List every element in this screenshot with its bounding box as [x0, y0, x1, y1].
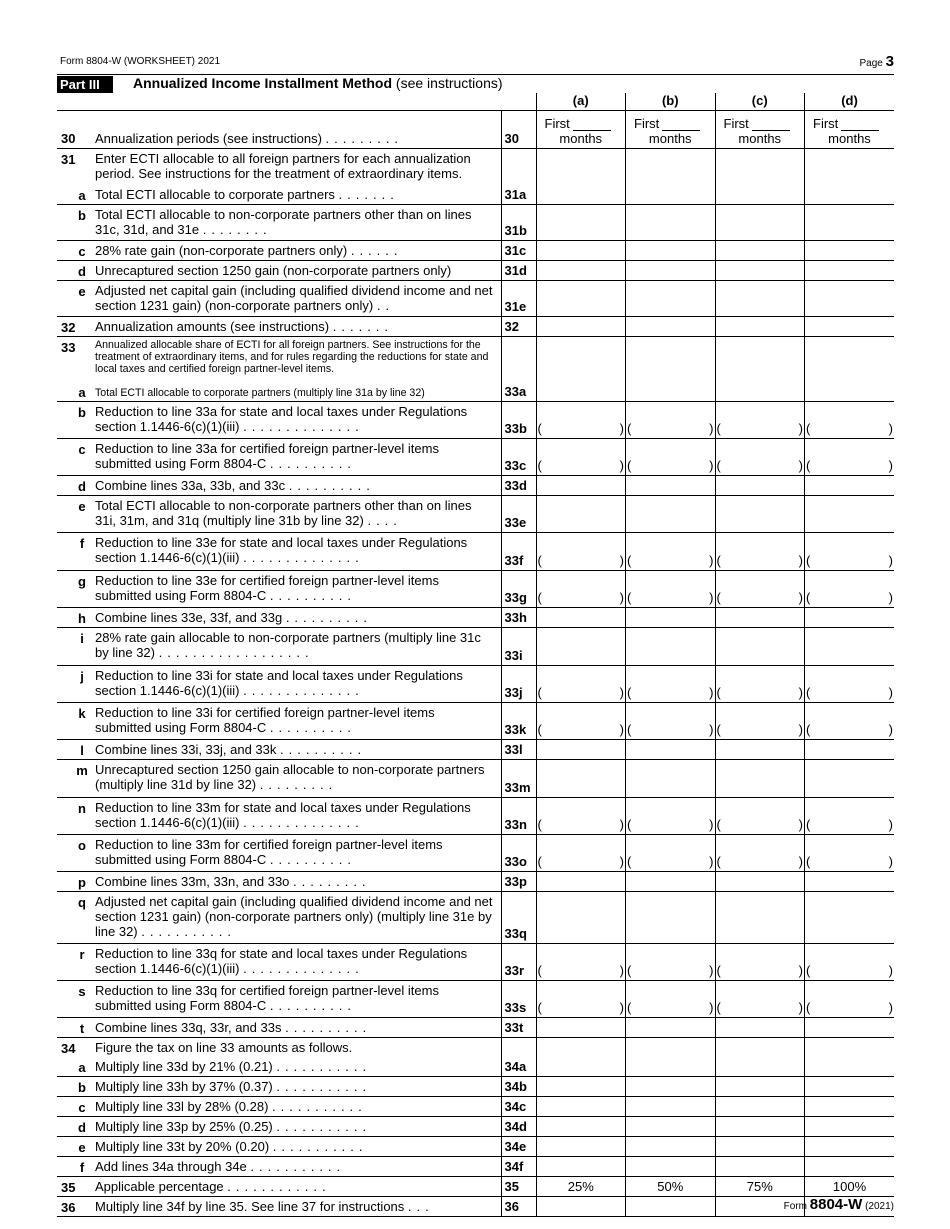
amount-field[interactable] [626, 260, 716, 280]
reduction-field[interactable]: ( ) [626, 570, 716, 607]
amount-field[interactable] [626, 382, 716, 401]
amount-field[interactable] [805, 240, 895, 260]
amount-field[interactable] [805, 1136, 895, 1156]
amount-field[interactable] [536, 382, 626, 401]
amount-field[interactable] [536, 1116, 626, 1136]
line-34b-row: b Multiply line 33h by 37% (0.37) ........... 34b [57, 1076, 894, 1096]
line-30-row: 30 Annualization periods (see instructions) ......... 30 First months First months First months First months [57, 111, 894, 149]
amount-field[interactable] [536, 1076, 626, 1096]
amount-field[interactable] [536, 1196, 626, 1216]
line-33i-row: i 28% rate gain allocable to non-corporate partners (multiply line 31c by line 32) .................. 33i [57, 627, 894, 665]
line-number: 31 [61, 152, 76, 167]
amount-field[interactable] [626, 1136, 716, 1156]
line-33n-row: n Reduction to line 33m for state and local taxes under Regulations section 1.1446-6(c)(1)(iii) .............. 33n ( ) ( ) ( ) ( ) [57, 797, 894, 834]
line-33c-row: c Reduction to line 33a for certified foreign partner-level items submitted using Form 8804-C .......... 33c ( ) ( ) ( ) ( ) [57, 438, 894, 475]
reduction-field[interactable]: ( ) [715, 834, 805, 871]
reduction-field[interactable]: ( ) [805, 665, 895, 702]
amount-field[interactable] [805, 475, 895, 495]
part-label: Part III [57, 76, 113, 93]
amount-field[interactable] [805, 1057, 895, 1077]
amount-field[interactable] [805, 280, 895, 316]
column-b-header: (b) [626, 93, 716, 111]
line-32-row: 32 Annualization amounts (see instructions) ....... 32 [57, 316, 894, 336]
line-33s-row: s Reduction to line 33q for certified foreign partner-level items submitted using Form 8804-C .......... 33s ( ) ( ) ( ) ( ) [57, 980, 894, 1017]
line-33b-row: b Reduction to line 33a for state and local taxes under Regulations section 1.1446-6(c)(1)(iii) .............. 33b ( ) ( ) ( ) ( ) [57, 401, 894, 438]
line-35-row: 35 Applicable percentage ............ 35 25% 50% 75% 100% [57, 1176, 894, 1196]
period-a-field[interactable]: First months [536, 111, 626, 149]
amount-field[interactable] [536, 627, 626, 665]
amount-field[interactable] [715, 607, 805, 627]
column-c-header: (c) [715, 93, 805, 111]
amount-field[interactable] [626, 1196, 716, 1216]
reduction-field[interactable]: ( ) [536, 702, 626, 739]
line-34f-row: f Add lines 34a through 34e ........... 34f [57, 1156, 894, 1176]
line-33r-row: r Reduction to line 33q for state and local taxes under Regulations section 1.1446-6(c)(1)(iii) .............. 33r ( ) ( ) ( ) ( ) [57, 943, 894, 980]
amount-field[interactable] [626, 871, 716, 891]
line-33f-row: f Reduction to line 33e for state and local taxes under Regulations section 1.1446-6(c)(1)(iii) .............. 33f ( ) ( ) ( ) ( ) [57, 532, 894, 570]
amount-field[interactable] [715, 759, 805, 797]
reduction-field[interactable]: ( ) [536, 797, 626, 834]
line-33j-row: j Reduction to line 33i for state and local taxes under Regulations section 1.1446-6(c)(1)(iii) .............. 33j ( ) ( ) ( ) ( ) [57, 665, 894, 702]
period-d-field[interactable]: First months [805, 111, 895, 149]
line-text: Enter ECTI allocable to all foreign partners for each annualization period. See instructions for the treatment of extraordinary items. [95, 151, 471, 181]
column-a-header: (a) [536, 93, 626, 111]
amount-field[interactable] [536, 1156, 626, 1176]
reduction-field[interactable]: ( ) [715, 702, 805, 739]
line-34a-row: a Multiply line 33d by 21% (0.21) ........... 34a [57, 1057, 894, 1077]
reduction-field[interactable]: ( ) [715, 570, 805, 607]
amount-field[interactable] [715, 1076, 805, 1096]
amount-field[interactable] [626, 1116, 716, 1136]
amount-field[interactable] [715, 1057, 805, 1077]
line-31c-row: c 28% rate gain (non-corporate partners only) ...... 31c [57, 240, 894, 260]
period-b-field[interactable]: First months [626, 111, 716, 149]
amount-field[interactable] [626, 316, 716, 336]
line-33h-row: h Combine lines 33e, 33f, and 33g .......... 33h [57, 607, 894, 627]
amount-field[interactable] [805, 382, 895, 401]
reduction-field[interactable]: ( ) [536, 401, 626, 438]
amount-field[interactable] [715, 475, 805, 495]
reduction-field[interactable]: ( ) [805, 943, 895, 980]
amount-field[interactable] [536, 185, 626, 205]
amount-field[interactable] [536, 280, 626, 316]
line-34-row: 34 Figure the tax on line 33 amounts as follows. [57, 1037, 894, 1057]
form-id: Form 8804-W (WORKSHEET) 2021 [60, 56, 221, 67]
line-31b-row: b Total ECTI allocable to non-corporate partners other than on lines 31c, 31d, and 31e ........ 31b [57, 204, 894, 240]
amount-field[interactable] [715, 1017, 805, 1037]
amount-field[interactable] [626, 607, 716, 627]
amount-field[interactable] [715, 1136, 805, 1156]
line-33l-row: l Combine lines 33i, 33j, and 33k .......... 33l [57, 739, 894, 759]
line-text: Annualization periods (see instructions) [95, 131, 322, 146]
amount-field[interactable] [805, 627, 895, 665]
reduction-field[interactable]: ( ) [805, 980, 895, 1017]
amount-field[interactable] [715, 739, 805, 759]
amount-field[interactable] [805, 759, 895, 797]
line-31e-row: e Adjusted net capital gain (including qualified dividend income and net section 1231 gain) (non-corporate partners only) .. 31e [57, 280, 894, 316]
amount-field[interactable] [626, 185, 716, 205]
line-34c-row: c Multiply line 33l by 28% (0.28) ........... 34c [57, 1096, 894, 1116]
amount-field[interactable] [536, 204, 626, 240]
line-31d-row: d Unrecaptured section 1250 gain (non-corporate partners only) 31d [57, 260, 894, 280]
amount-field[interactable] [805, 1096, 895, 1116]
amount-field[interactable] [715, 382, 805, 401]
amount-field[interactable] [805, 204, 895, 240]
line-31a-row: a Total ECTI allocable to corporate partners ....... 31a [57, 185, 894, 205]
amount-field[interactable] [715, 240, 805, 260]
amount-field[interactable] [536, 495, 626, 532]
amount-field[interactable] [715, 204, 805, 240]
column-d-header: (d) [805, 93, 895, 111]
line-31-row [57, 149, 894, 185]
reduction-field[interactable]: ( ) [536, 570, 626, 607]
amount-field[interactable] [805, 495, 895, 532]
amount-field[interactable] [536, 1136, 626, 1156]
line-box: 30 [501, 111, 536, 149]
amount-field[interactable] [715, 1156, 805, 1176]
amount-field[interactable] [536, 891, 626, 943]
amount-field[interactable] [626, 280, 716, 316]
reduction-field[interactable]: ( ) [715, 438, 805, 475]
reduction-field[interactable]: ( ) [536, 438, 626, 475]
reduction-field[interactable]: ( ) [536, 834, 626, 871]
reduction-field[interactable]: ( ) [626, 834, 716, 871]
amount-field[interactable] [626, 1017, 716, 1037]
percentage-b: 50% [626, 1176, 716, 1196]
line-33e-row: e Total ECTI allocable to non-corporate partners other than on lines 31i, 31m, and 31q (multiply line 31b by line 32) .... 33e [57, 495, 894, 532]
line-34e-row: e Multiply line 33t by 20% (0.20) ........... 34e [57, 1136, 894, 1156]
percentage-d: 100% [805, 1176, 895, 1196]
amount-field[interactable] [805, 871, 895, 891]
amount-field[interactable] [626, 495, 716, 532]
amount-field[interactable] [715, 185, 805, 205]
amount-field[interactable] [805, 316, 895, 336]
reduction-field[interactable]: ( ) [805, 797, 895, 834]
reduction-field[interactable]: ( ) [805, 401, 895, 438]
reduction-field[interactable]: ( ) [626, 401, 716, 438]
amount-field[interactable] [805, 1017, 895, 1037]
amount-field[interactable] [536, 475, 626, 495]
amount-field[interactable] [536, 871, 626, 891]
amount-field[interactable] [805, 260, 895, 280]
amount-field[interactable] [626, 1076, 716, 1096]
line-number: 30 [61, 131, 76, 146]
amount-field[interactable] [805, 1156, 895, 1176]
percentage-c: 75% [715, 1176, 805, 1196]
amount-field[interactable] [805, 1116, 895, 1136]
line-33q-row: q Adjusted net capital gain (including qualified dividend income and net section 1231 gain) (non-corporate partners only) (multiply line 31e by line 32) ........... 33q [57, 891, 894, 943]
line-36-row: 36 Multiply line 34f by line 35. See line 37 for instructions ... 36 [57, 1196, 894, 1216]
reduction-field[interactable]: ( ) [805, 570, 895, 607]
form-footer: Form 8804-W (2021) [783, 1196, 894, 1213]
amount-field[interactable] [715, 260, 805, 280]
amount-field[interactable] [536, 1017, 626, 1037]
amount-field[interactable] [715, 891, 805, 943]
reduction-field[interactable]: ( ) [626, 980, 716, 1017]
reduction-field[interactable]: ( ) [805, 438, 895, 475]
percentage-a: 25% [536, 1176, 626, 1196]
amount-field[interactable] [626, 627, 716, 665]
reduction-field[interactable]: ( ) [715, 401, 805, 438]
amount-field[interactable] [626, 475, 716, 495]
amount-field[interactable] [626, 1057, 716, 1077]
amount-field[interactable] [536, 739, 626, 759]
amount-field[interactable] [626, 204, 716, 240]
line-33m-row: m Unrecaptured section 1250 gain allocable to non-corporate partners (multiply line 31d by line 32) ......... 33m [57, 759, 894, 797]
line-33-row: 33 Annualized allocable share of ECTI for all foreign partners. See instructions for the treatment of extraordinary items, and for rules regarding the reductions for state and local taxes and certified foreign partner-level items. [57, 336, 894, 382]
amount-field[interactable] [805, 1076, 895, 1096]
reduction-field[interactable]: ( ) [626, 665, 716, 702]
line-33t-row: t Combine lines 33q, 33r, and 33s .......... 33t [57, 1017, 894, 1037]
reduction-field[interactable]: ( ) [715, 980, 805, 1017]
amount-field[interactable] [805, 739, 895, 759]
amount-field[interactable] [715, 1116, 805, 1136]
amount-field[interactable] [626, 1096, 716, 1116]
amount-field[interactable] [536, 1057, 626, 1077]
amount-field[interactable] [536, 1096, 626, 1116]
amount-field[interactable] [715, 871, 805, 891]
reduction-field[interactable]: ( ) [626, 702, 716, 739]
part-title: Annualized Income Installment Method (see instructions) [133, 75, 503, 91]
amount-field[interactable] [626, 739, 716, 759]
line-33k-row: k Reduction to line 33i for certified foreign partner-level items submitted using Form 8804-C .......... 33k ( ) ( ) ( ) ( ) [57, 702, 894, 739]
reduction-field[interactable]: ( ) [536, 532, 626, 570]
page-number: Page 3 [859, 53, 894, 70]
period-c-field[interactable]: First months [715, 111, 805, 149]
amount-field[interactable] [715, 280, 805, 316]
line-33d-row: d Combine lines 33a, 33b, and 33c .......... 33d [57, 475, 894, 495]
line-34d-row: d Multiply line 33p by 25% (0.25) ........... 34d [57, 1116, 894, 1136]
reduction-field[interactable]: ( ) [715, 943, 805, 980]
reduction-field[interactable]: ( ) [715, 797, 805, 834]
amount-field[interactable] [805, 891, 895, 943]
reduction-field[interactable]: ( ) [536, 943, 626, 980]
line-33g-row: g Reduction to line 33e for certified foreign partner-level items submitted using Form 8804-C .......... 33g ( ) ( ) ( ) ( ) [57, 570, 894, 607]
reduction-field[interactable]: ( ) [626, 438, 716, 475]
reduction-field[interactable]: ( ) [805, 834, 895, 871]
reduction-field[interactable]: ( ) [536, 980, 626, 1017]
amount-field[interactable] [715, 1096, 805, 1116]
reduction-field[interactable]: ( ) [626, 797, 716, 834]
reduction-field[interactable]: ( ) [626, 943, 716, 980]
amount-field[interactable] [715, 627, 805, 665]
amount-field[interactable] [715, 316, 805, 336]
reduction-field[interactable]: ( ) [626, 532, 716, 570]
amount-field[interactable] [536, 316, 626, 336]
line-33p-row: p Combine lines 33m, 33n, and 33o ......... 33p [57, 871, 894, 891]
amount-field[interactable] [536, 240, 626, 260]
amount-field[interactable] [536, 260, 626, 280]
reduction-field[interactable]: ( ) [805, 702, 895, 739]
amount-field[interactable] [805, 185, 895, 205]
amount-field[interactable] [805, 607, 895, 627]
amount-field[interactable] [626, 240, 716, 260]
column-header-row [57, 93, 894, 111]
amount-field[interactable] [626, 1156, 716, 1176]
amount-field[interactable] [536, 607, 626, 627]
amount-field[interactable] [626, 759, 716, 797]
amount-field[interactable] [536, 759, 626, 797]
reduction-field[interactable]: ( ) [805, 532, 895, 570]
reduction-field[interactable]: ( ) [715, 665, 805, 702]
line-33a-row: a Total ECTI allocable to corporate partners (multiply line 31a by line 32) 33a [57, 382, 894, 401]
reduction-field[interactable]: ( ) [536, 665, 626, 702]
line-33o-row: o Reduction to line 33m for certified foreign partner-level items submitted using Form 8804-C .......... 33o ( ) ( ) ( ) ( ) [57, 834, 894, 871]
amount-field[interactable] [715, 495, 805, 532]
reduction-field[interactable]: ( ) [715, 532, 805, 570]
amount-field[interactable] [626, 891, 716, 943]
worksheet-table [57, 93, 894, 1217]
